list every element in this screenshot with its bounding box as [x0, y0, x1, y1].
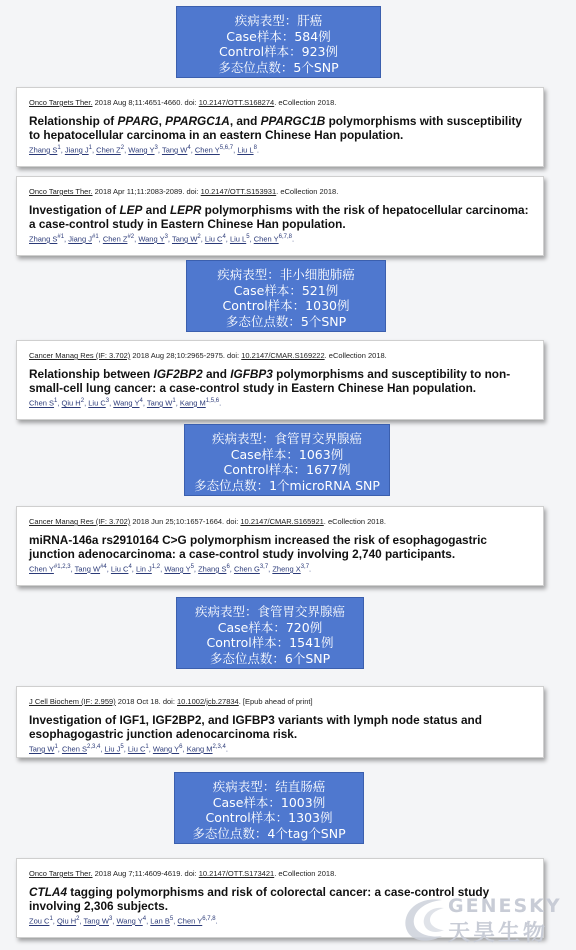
citation-line: Onco Targets Ther. 2018 Aug 7;11:4609-4619. doi: 10.2147/OTT.S173421. eCollection 2018. [29, 869, 337, 878]
author-link[interactable]: Wang Y [164, 564, 191, 574]
genesky-swoosh-logo-icon [398, 892, 450, 946]
author-affiliation: 4 [222, 234, 226, 240]
genesky-watermark [398, 892, 568, 946]
case-count: Case样本：521例 [233, 282, 339, 298]
author-link[interactable]: Chen Z [102, 234, 128, 244]
author-link[interactable]: Liu C [127, 744, 146, 754]
author-list: Zou $C^1$, Qiu $H^2$, Tang $W^3$, Wang $Y^4$, Lan $B^5$, Chen Y$^{6,7,8}$. [29, 916, 218, 926]
author-affiliation: 1 [145, 744, 149, 750]
info-box-liver-cancer [176, 6, 381, 78]
author-link[interactable]: Liu C [204, 234, 223, 244]
author-affiliation: 8 [253, 145, 257, 151]
author-link[interactable]: Tang W [83, 916, 109, 926]
author-link[interactable]: Zheng X [272, 564, 301, 574]
citation-line: J Cell Biochem (IF: 2.959) 2018 Oct 18. doi: 10.1002/jcb.27834. [Epub ahead of print] [29, 697, 313, 706]
author-affiliation: #4 [100, 564, 107, 570]
author-link[interactable]: Chen Y [194, 145, 220, 155]
snp-count: 多态位点数：4个tag个SNP [192, 825, 346, 841]
author-link[interactable]: Tang W [161, 145, 188, 155]
info-box-egj-adenocarcinoma-2 [176, 597, 364, 669]
author-affiliation: 4 [142, 916, 147, 922]
author-affiliation: #1 [91, 234, 99, 240]
paper-title[interactable]: CTLA4 tagging polymorphisms and risk of colorectal cancer: a case-control study involving 2,306 subjects. [29, 885, 490, 913]
author-link[interactable]: Chen Y [177, 916, 203, 926]
author-link[interactable]: Wang Y [138, 234, 165, 244]
author-link[interactable]: Tang W [29, 744, 55, 754]
paper-title[interactable]: Investigation of IGF1, IGF2BP2, and IGFBP3 variants with lymph node status and esophagogastric junction adenocarcinoma risk. [29, 713, 482, 741]
journal-link[interactable]: Cancer Manag Res (IF: 3.702) [29, 517, 131, 526]
author-link[interactable]: Liu L [237, 145, 254, 155]
author-affiliation: 1 [54, 398, 58, 404]
author-link[interactable]: Wang Y [116, 916, 143, 926]
author-affiliation: 2,3,4 [212, 744, 226, 750]
paper-card[interactable] [16, 87, 544, 167]
paper-card[interactable] [16, 506, 544, 586]
snp-count: 多态位点数：5个SNP [225, 313, 347, 329]
paper-title[interactable]: Relationship between IGF2BP2 and IGFBP3 polymorphisms and susceptibility to non-small-cell lung cancer: a case-control study in Eastern Chinese Han population. [29, 367, 511, 395]
control-count: Control样本：1677例 [223, 462, 351, 477]
author-affiliation: 4 [128, 564, 132, 570]
author-link[interactable]: Chen Y [29, 564, 54, 574]
author-affiliation: 5 [190, 564, 194, 570]
doi-link[interactable]: 10.2147/OTT.S173421 [198, 869, 275, 878]
citation-line: Onco Targets Ther. 2018 Aug 8;11:4651-4660. doi: 10.2147/OTT.S168274. eCollection 2018. [29, 98, 337, 107]
author-link[interactable]: Tang W [171, 234, 198, 244]
control-count: Control样本：923例 [218, 44, 339, 59]
author-link[interactable]: Kang M [179, 398, 206, 408]
author-affiliation: 3 [164, 234, 168, 240]
phenotype-label: 疾病表型：食管胃交界腺癌 [194, 604, 345, 619]
snp-count: 多态位点数：1个microRNA SNP [194, 477, 380, 493]
author-affiliation: 5,6,7 [219, 145, 234, 151]
author-link[interactable]: Jiang J [64, 145, 89, 155]
author-affiliation: 1 [54, 744, 58, 750]
info-box-nsclc [186, 260, 386, 332]
author-affiliation: 3 [108, 916, 113, 922]
citation-line: Cancer Manag Res (IF: 3.702) 2018 Aug 28;10:2965-2975. doi: 10.2147/CMAR.S169222. eCollection 2018. [29, 351, 387, 360]
author-affiliation: 1 [57, 145, 61, 151]
author-link[interactable]: Wang Y [152, 744, 180, 754]
author-link[interactable]: Zhang S [198, 564, 227, 574]
author-affiliation: 6,7,8 [278, 234, 292, 240]
author-affiliation: 3,7 [259, 564, 269, 570]
watermark-english: GENESKY [448, 895, 562, 917]
author-link[interactable]: Wang Y [128, 145, 155, 155]
author-link[interactable]: Liu J [104, 744, 121, 754]
journal-link[interactable]: Onco Targets Ther. [29, 98, 93, 107]
case-count: Case样本：1003例 [212, 794, 326, 810]
journal-link[interactable]: J Cell Biochem (IF: 2.959) [29, 697, 116, 706]
author-list: Zhang $S^{\#1}$, Jiang $J^{\#1}$, Chen $Z^{\#2}$, Wang $Y^3$, Tang $W^2$, Liu $C^4$, Liu $L^5$, Chen Y$^{6,7,8}$. [29, 234, 295, 244]
author-affiliation: 1,5,6 [205, 398, 220, 404]
author-affiliation: 1,2 [151, 564, 161, 570]
author-affiliation: 5 [169, 916, 174, 922]
case-count: Case样本：1063例 [230, 446, 344, 462]
author-affiliation: 2 [197, 234, 201, 240]
watermark-chinese: 天昊生物 [448, 921, 549, 946]
control-count: Control样本：1541例 [206, 635, 334, 650]
paper-title[interactable]: Relationship of PPARG, PPARGC1A, and PPARGC1B polymorphisms with susceptibility to hepatocellular carcinoma in an eastern Chinese Han population. [29, 114, 522, 142]
author-affiliation: 2 [120, 145, 125, 151]
author-affiliation: #2 [127, 234, 135, 240]
paper-title[interactable]: miRNA-146a rs2910164 C>G polymorphism increased the risk of esophagogastric junction adenocarcinoma: a case-control study involving 2,740 participants. [29, 533, 487, 561]
author-affiliation: 2 [80, 398, 85, 404]
paper-card[interactable] [16, 686, 544, 758]
author-link[interactable]: Qiu H [61, 398, 81, 408]
author-affiliation: 5 [120, 744, 124, 750]
phenotype-label: 疾病表型：食管胃交界腺癌 [211, 431, 362, 446]
author-link[interactable]: Wang Y [113, 398, 140, 408]
doi-link[interactable]: 10.2147/CMAR.S165921 [240, 517, 324, 526]
author-affiliation: 6 [179, 744, 183, 750]
author-affiliation: 4 [187, 145, 191, 151]
author-affiliation: 2,3,4 [86, 744, 101, 750]
paper-card[interactable] [16, 176, 544, 256]
author-affiliation: 3 [154, 145, 158, 151]
case-count: Case样本：584例 [226, 28, 331, 44]
author-affiliation: 6,7,8 [202, 916, 216, 922]
author-affiliation: 3 [105, 398, 110, 404]
author-link[interactable]: Liu L [229, 234, 247, 244]
author-affiliation: 2 [76, 916, 80, 922]
author-link[interactable]: Kang M [186, 744, 213, 754]
author-list: Chen $S^1$, Qiu $H^2$, Liu $C^3$, Wang $Y^4$, Tang $W^1$, Kang M$^{1,5,6}$. [29, 398, 222, 408]
author-list: Tang $W^1$, Chen S$^{2,3,4}$, Liu $J^5$, Liu $C^1$, Wang $Y^6$, Kang M$^{2,3,4}$. [29, 744, 228, 754]
author-affiliation: 6 [226, 564, 230, 570]
paper-card[interactable] [16, 340, 544, 420]
control-count: Control样本：1030例 [222, 298, 350, 313]
doi-link[interactable]: 10.1002/jcb.27834 [177, 697, 239, 706]
author-link[interactable]: Chen G [233, 564, 260, 574]
paper-title[interactable]: Investigation of LEP and LEPR polymorphisms with the risk of hepatocellular carcinoma: a case-control study in Eastern Chinese Han population. [29, 203, 529, 231]
author-link[interactable]: Liu C [88, 398, 106, 408]
author-link[interactable]: Liu C [110, 564, 129, 574]
phenotype-label: 疾病表型：肝癌 [234, 13, 323, 28]
author-link[interactable]: Tang W [146, 398, 173, 408]
snp-count: 多态位点数：6个SNP [209, 650, 331, 666]
author-affiliation: 1 [172, 398, 176, 404]
author-list: Chen Y$^{\#1,2,3}$, Tang $W^{\#4}$, Liu $C^4$, Lin J$^{1,2}$, Wang $Y^5$, Zhang $S^6$, Chen G$^{3,7}$, Zheng X$^{3,7}$. [29, 564, 312, 574]
snp-count: 多态位点数：5个SNP [218, 59, 339, 75]
author-affiliation: 1 [88, 145, 92, 151]
author-affiliation: #1,2,3 [53, 564, 71, 570]
author-link[interactable]: Zou C [29, 916, 50, 926]
author-link[interactable]: Zhang S [29, 145, 58, 155]
author-link[interactable]: Tang W [74, 564, 101, 574]
author-affiliation: 4 [139, 398, 143, 404]
info-box-colorectal-cancer [174, 772, 364, 844]
author-link[interactable]: Zhang S [29, 234, 58, 244]
phenotype-label: 疾病表型：结直肠癌 [212, 779, 326, 794]
doi-link[interactable]: 10.2147/OTT.S168274 [198, 98, 275, 107]
author-affiliation: 1 [49, 916, 53, 922]
doi-link[interactable]: 10.2147/CMAR.S169222 [241, 351, 325, 360]
journal-link[interactable]: Cancer Manag Res (IF: 3.702) [29, 351, 131, 360]
author-link[interactable]: Lin J [135, 564, 152, 574]
info-box-egj-adenocarcinoma-1 [184, 424, 390, 496]
journal-link[interactable]: Onco Targets Ther. [29, 187, 93, 196]
author-link[interactable]: Jiang J [68, 234, 92, 244]
author-link[interactable]: Chen S [29, 398, 55, 408]
phenotype-label: 疾病表型：非小细胞肺癌 [217, 267, 355, 282]
author-affiliation: 3,7 [300, 564, 310, 570]
doi-link[interactable]: 10.2147/OTT.S153931 [200, 187, 277, 196]
author-link[interactable]: Chen Z [96, 145, 121, 155]
author-affiliation: #1 [57, 234, 65, 240]
control-count: Control样本：1303例 [205, 810, 333, 825]
citation-line: Onco Targets Ther. 2018 Apr 11;11:2083-2089. doi: 10.2147/OTT.S153931. eCollection 2018. [29, 187, 339, 196]
author-link[interactable]: Qiu H [56, 916, 77, 926]
journal-link[interactable]: Onco Targets Ther. [29, 869, 93, 878]
case-count: Case样本：720例 [217, 619, 323, 635]
author-affiliation: 5 [246, 234, 250, 240]
citation-line: Cancer Manag Res (IF: 3.702) 2018 Jun 25;10:1657-1664. doi: 10.2147/CMAR.S165921. eCollection 2018. [29, 517, 386, 526]
author-link[interactable]: Lan B [150, 916, 170, 926]
author-link[interactable]: Chen Y [253, 234, 279, 244]
author-link[interactable]: Chen S [61, 744, 87, 754]
author-list: Zhang $S^1$, Jiang $J^1$, Chen $Z^2$, Wang $Y^3$, Tang $W^4$, Chen Y$^{5,6,7}$, Liu $L^8$. [29, 145, 260, 155]
